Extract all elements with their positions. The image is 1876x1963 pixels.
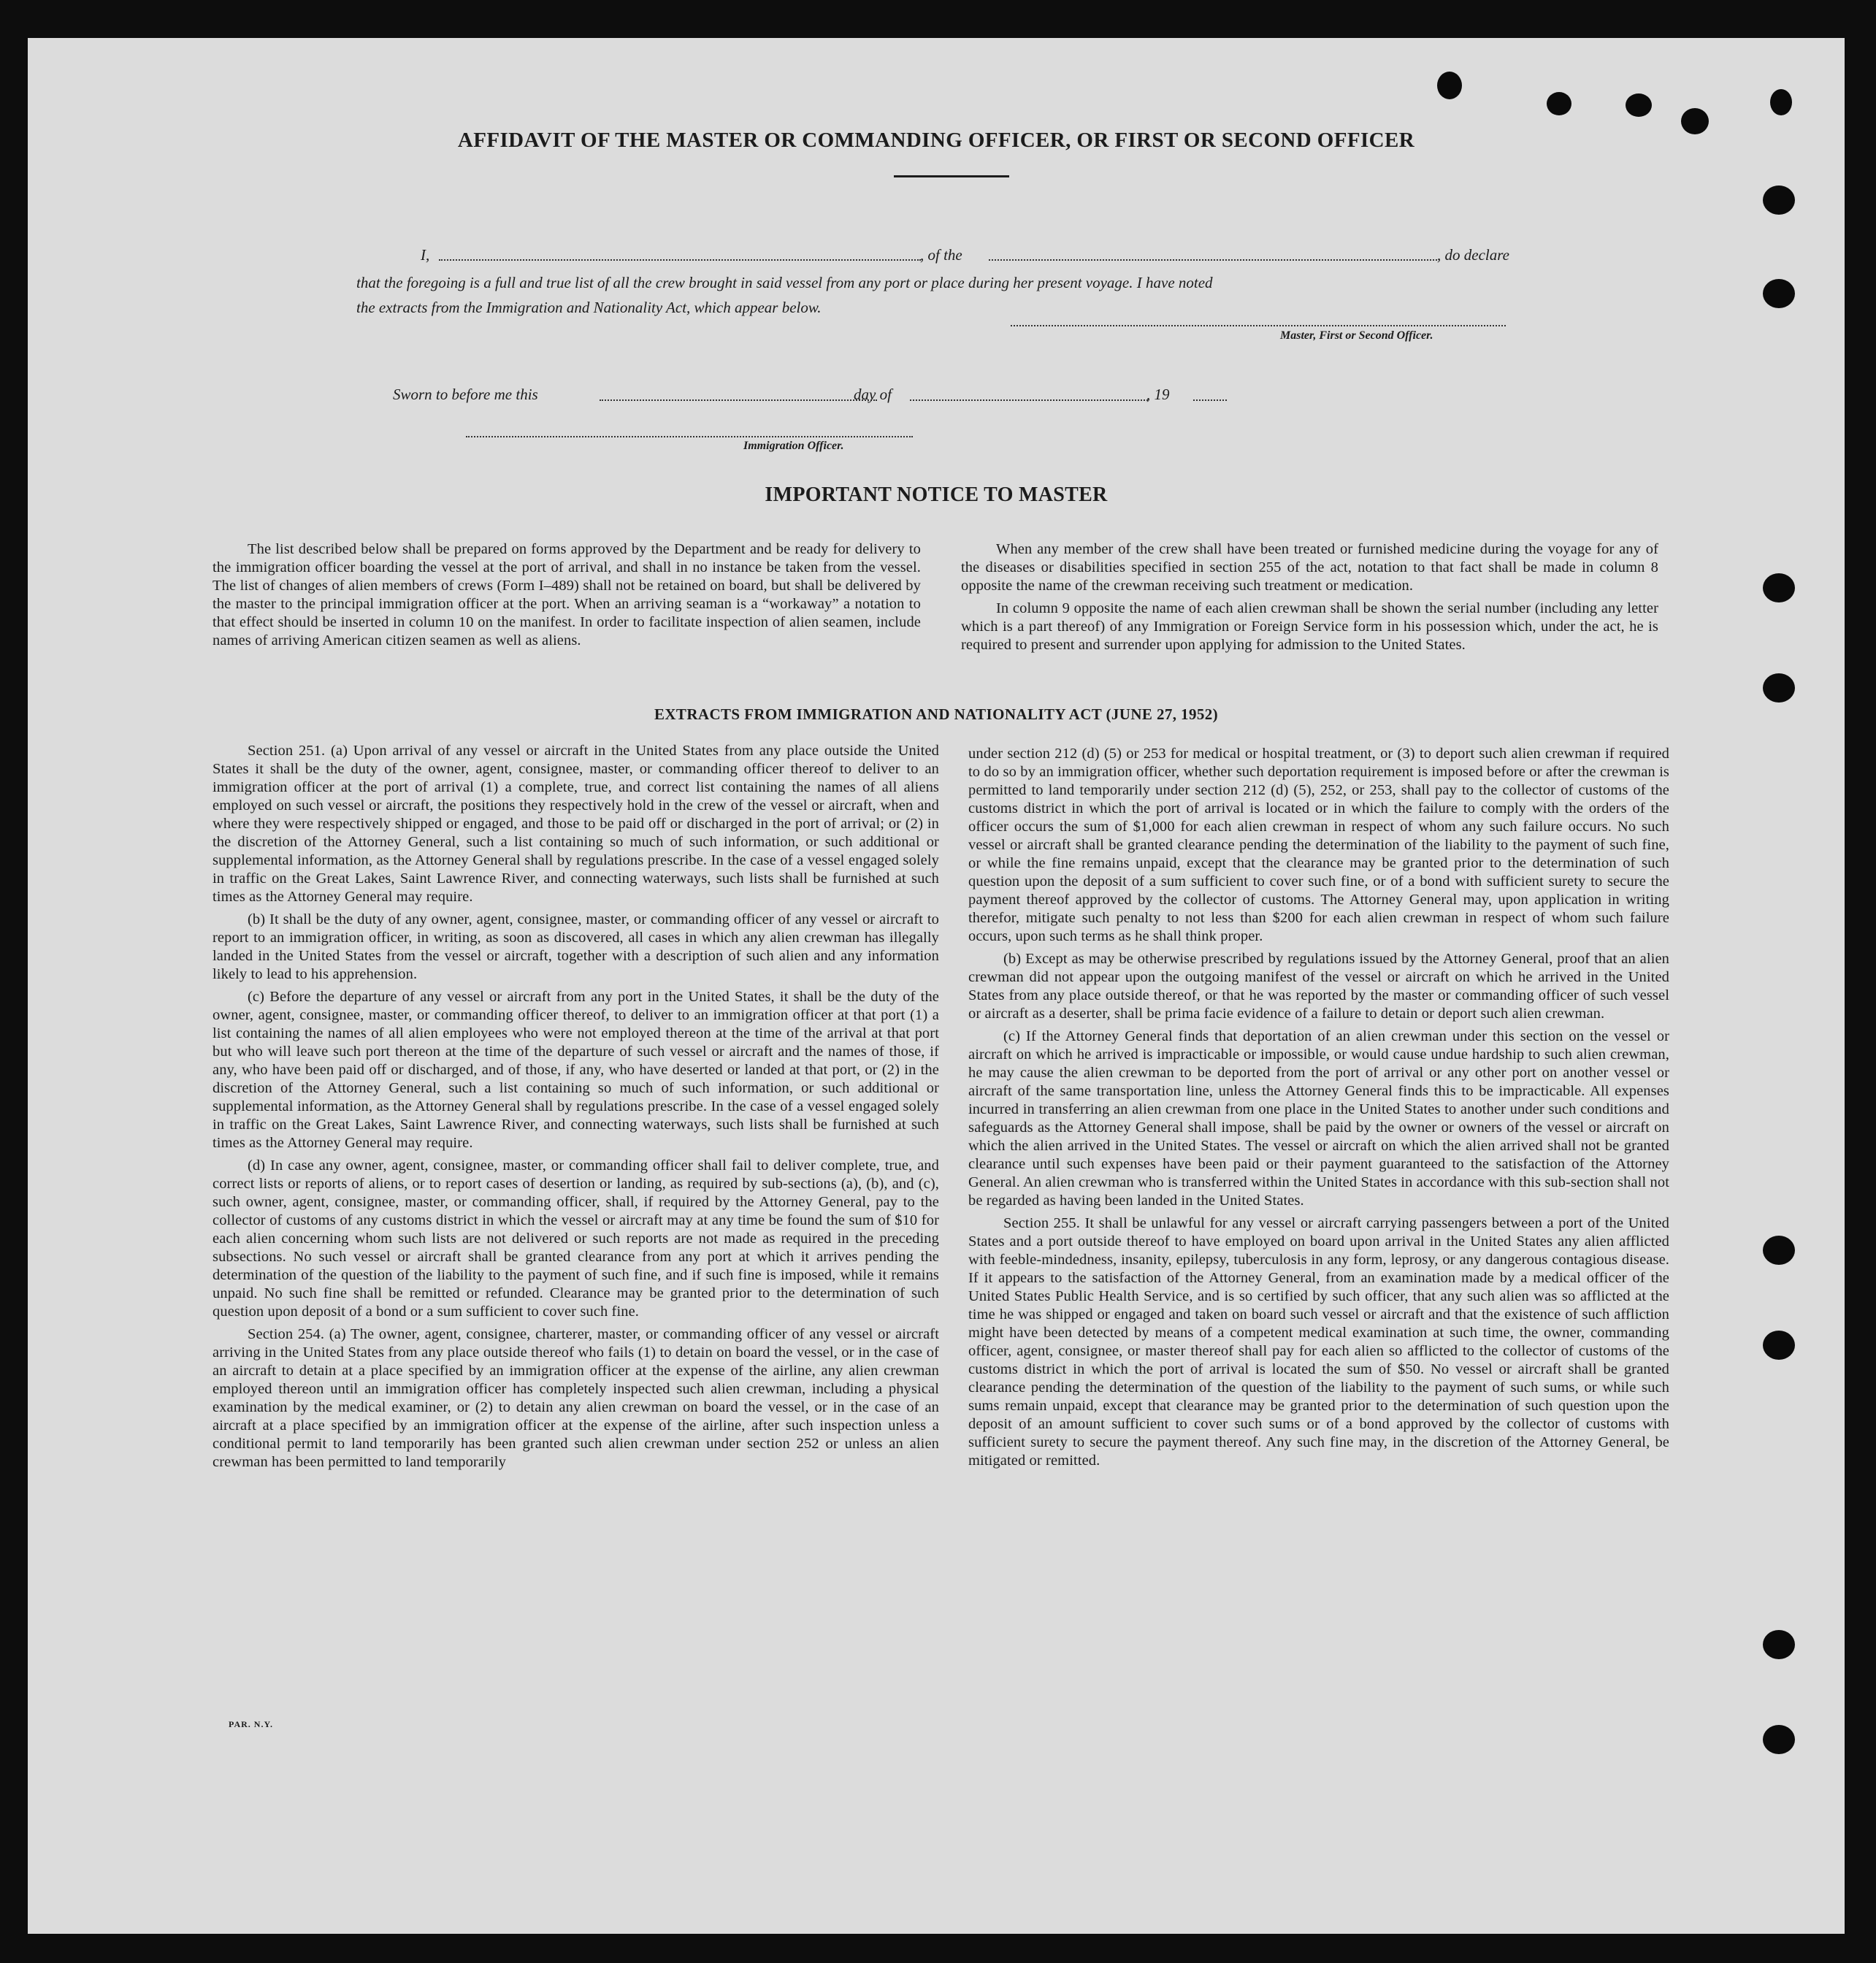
extract-section-255: Section 255. It shall be unlawful for any vessel or aircraft carrying passengers between a port of the United States and a port outside thereof to have employed on board upon arrival in the United States any alien afflicted with feeble-mindedness, insanity, epilepsy, tuberculosis in any form, leprosy, or any dangerous contagious disease. If it appears to the satisfaction of the Attorney General, from an examination made by a medical officer of the United States Public Health Service, and is so certified by such officer, that any such alien was so afflicted at the time he was shipped or engaged and taken on board such vessel or aircraft and that the existence of such affliction might have been detected by means of a competent medical examination at such time, the owner, commanding officer, agent, consignee, or master thereof shall pay for each alien so afflicted to the collector of customs of the customs district in which the port of arrival is located the sum of $50. No vessel or aircraft shall be granted clearance pending the determination of the question of the liability to the payment of such sums, or while such sums remain unpaid, except that clearance may be granted prior to the determination of such question upon the deposit of an amount sufficient to cover such sums or of a bond approved by the collector of customs with sufficient surety to secure the payment thereof. Any such fine may, in the discretion of the Attorney General, be mitigated or remitted. xyxy=(968,1215,1669,1469)
day-of-label: day of xyxy=(854,386,892,403)
binder-hole-4 xyxy=(1763,673,1795,703)
year-label: , 19 xyxy=(1146,386,1170,403)
sworn-label: Sworn to before me this xyxy=(393,386,538,403)
master-signature-caption: Master, First or Second Officer. xyxy=(1280,329,1433,342)
binder-hole-top-1 xyxy=(1437,72,1462,99)
declaration-line-2: that the foregoing is a full and true list of all the crew brought in said vessel from any port or place during her present voyage. I have noted xyxy=(356,274,1213,291)
binder-hole-top-2 xyxy=(1547,92,1571,115)
notice-right-paragraph-1: When any member of the crew shall have been treated or furnished medicine during the voyage for any of the diseases or disabilities specified in section 255 of the act, notation to that fact shall be made in column 8 opposite the name of the crewman receiving such treatment or medication. xyxy=(961,541,1658,594)
extract-section-251a: Section 251. (a) Upon arrival of any vessel or aircraft in the United States from any place outside the United States it shall be the duty of the owner, agent, consignee, master, or commanding officer thereof to deliver to an immigration officer at the port of arrival (1) a complete, true, and correct list containing the names of all aliens employed on such vessel or aircraft, the positions they respectively hold in the crew of the vessel or aircraft, when and where they were respectively shipped or engaged, and those to be paid off or discharged in the port of arrival; or (2) in the discretion of the Attorney General, such a list containing so much of such information, or such additional or supplemental information, as the Attorney General shall by regulations prescribe. In the case of a vessel engaged solely in traffic on the Great Lakes, Saint Lawrence River, and connecting waterways, such lists shall be furnished at such times as the Attorney General may require. xyxy=(213,743,939,905)
officer-signature-dotted-line xyxy=(466,436,913,437)
binder-hole-top-3 xyxy=(1626,93,1652,117)
notice-right-paragraph-2: In column 9 opposite the name of each alien crewman shall be shown the serial number (including any letter which is a part thereof) of any Immigration or Foreign Service form in his possession which, under the act, he is required to present and surrender upon applying for admission to the United States. xyxy=(961,600,1658,653)
binder-hole-7 xyxy=(1763,1630,1795,1659)
printer-mark: PAR. N.Y. xyxy=(229,1719,274,1729)
binder-hole-top-5 xyxy=(1770,89,1792,115)
extract-section-251d: (d) In case any owner, agent, consignee, master, or commanding officer shall fail to deliver complete, true, and correct lists or reports of aliens, or to report cases of desertion or landing, as required by sub-sections (a), (b), and (c), such owner, agent, consignee, master, or commanding officer, shall, if required by the Attorney General, pay to the collector of customs of any customs district in which the vessel or aircraft may at any time be found the sum of $10 for each alien concerning whom such lists are not delivered or such reports are not made as required in the preceding subsections. No such vessel or aircraft shall be granted clearance from any port at which it arrives pending the determination of the question of the liability to the payment of such fine, and if such fine is imposed, while it remains unpaid. No such fine shall be remitted or refunded. Clearance may be granted prior to the determination of such question upon deposit of a bond or a sum sufficient to cover such fine. xyxy=(213,1157,939,1320)
title-underline xyxy=(894,175,1009,177)
extract-section-251c: (c) Before the departure of any vessel or aircraft from any port in the United States, it shall be the duty of the owner, agent, consignee, master, or commanding officer thereof, to deliver to an immigration officer at that port (1) a list containing the names of all alien employees who were not employed thereon at the time of the arrival at that port but who will leave such port thereon at the time of the departure of such vessel or aircraft and the names of those, if any, who have been paid off or discharged, and of those, if any, who have deserted or landed at that port, or (2) in the discretion of the Attorney General, such a list containing so much of such information, or such additional or supplemental information, as the Attorney General shall by regulations prescribe. In the case of a vessel engaged solely in traffic on the Great Lakes, Saint Lawrence River, and connecting waterways, such lists shall be furnished at such times as the Attorney General may require. xyxy=(213,989,939,1151)
extract-section-254a-cont: under section 212 (d) (5) or 253 for medical or hospital treatment, or (3) to deport such alien crewman if required to do so by an immigration officer, whether such deportation requirement is imposed before or after the crewman is permitted to land temporarily under section 212 (d) (5), 252, or 253, shall pay to the collector of customs of the customs district in which the port of arrival is located or in which the failure to comply with the orders of the officer occurs the sum of $1,000 for each alien crewman in respect of whom any such failure occurs. No such vessel or aircraft shall be granted clearance pending the determination of the liability to the payment of such fine, or while the fine remains unpaid, except that the clearance may be granted prior to the determination of such question upon the deposit of a sum sufficient to cover such fine, or of a bond with sufficient surety to secure the payment thereof approved by the collector of customs. The Attorney General may, upon application in writing therefor, mitigate such penalty to not less than $200 for each alien crewman in respect of whom such failure occurs, upon such terms as he shall think proper. xyxy=(968,746,1669,944)
extract-section-251b: (b) It shall be the duty of any owner, agent, consignee, master, or commanding officer of any vessel or aircraft to report to an immigration officer, in writing, as soon as discovered, all cases in which any alien crewman has illegally landed in the United States from the vessel or aircraft, together with a description of such alien and any information likely to lead to his apprehension. xyxy=(213,911,939,982)
binder-hole-5 xyxy=(1763,1236,1795,1265)
notice-left-column xyxy=(213,540,921,654)
immigration-officer-caption: Immigration Officer. xyxy=(743,440,844,452)
binder-hole-top-4 xyxy=(1681,108,1709,134)
notice-left-paragraph: The list described below shall be prepared on forms approved by the Department and be ready for delivery to the immigration officer boarding the vessel at the port of arrival, and shall in no instance be taken from the vessel. The list of changes of alien members of crews (Form I–489) shall not be retained on board, but shall be delivered by the master to the principal immigration officer at the port. When an arriving seaman is a “workaway” a notation to that effect should be inserted in column 10 on the manifest. In order to facilitate inspection of alien seamen, include names of arriving American citizen seamen as well as aliens. xyxy=(213,541,921,648)
notice-right-column xyxy=(961,540,1658,659)
extracts-right-column xyxy=(968,745,1669,1474)
document-page xyxy=(28,38,1845,1934)
binder-hole-6 xyxy=(1763,1331,1795,1360)
sworn-month-line xyxy=(910,399,1148,401)
binder-hole-1 xyxy=(1763,185,1795,215)
notice-title: IMPORTANT NOTICE TO MASTER xyxy=(765,483,1108,506)
extract-section-254c: (c) If the Attorney General finds that deportation of an alien crewman under this section on the vessel or aircraft on which he arrived is impracticable or impossible, or would cause undue hardship to such alien crewman, he may cause the alien crewman to be deported from the port of arrival or any other port on another vessel or aircraft of the same transportation line, unless the Attorney General finds this to be impracticable. All expenses incurred in transferring an alien crewman from one place in the United States to another under such conditions and safeguards as the Attorney General shall impose, shall be paid by the owner or owners of the vessel or aircraft on which the alien arrived in the United States. The vessel or aircraft on which the alien arrived shall not be granted clearance until such expenses have been paid or their payment guaranteed to the satisfaction of the Attorney General. An alien crewman who is transferred within the United States in accordance with this sub-section shall not be regarded as having been landed in the United States. xyxy=(968,1028,1669,1209)
declaration-line-3: the extracts from the Immigration and Nationality Act, which appear below. xyxy=(356,299,822,316)
master-signature-line xyxy=(1011,325,1506,326)
do-declare-label: , do declare xyxy=(1437,246,1509,264)
sworn-day-line xyxy=(600,399,877,401)
binder-hole-2 xyxy=(1763,279,1795,308)
affidavit-title: AFFIDAVIT OF THE MASTER OR COMMANDING OFFICER, OR FIRST OR SECOND OFFICER xyxy=(457,129,1415,152)
extract-section-254a: Section 254. (a) The owner, agent, consignee, charterer, master, or commanding officer of any vessel or aircraft arriving in the United States from any place outside thereof who fails (1) to detain on board the vessel, or in the case of an aircraft to detain at a place specified by an immigration officer at the expense of the airline, any alien crewman employed thereon until an immigration officer has completely inspected such alien crewman, including a physical examination by the medical examiner, or (2) to detain any alien crewman on board the vessel, or in the case of an aircraft at a place specified by an immigration officer at the expense of the airline, after such inspection unless a conditional permit to land temporarily has been granted such alien crewman under section 252 or unless an alien crewman has been permitted to land temporarily xyxy=(213,1326,939,1470)
binder-hole-3 xyxy=(1763,573,1795,602)
affiant-name-line xyxy=(439,259,921,261)
extracts-title: EXTRACTS FROM IMMIGRATION AND NATIONALITY ACT (JUNE 27, 1952) xyxy=(654,705,1219,723)
sworn-year-line xyxy=(1193,399,1227,401)
vessel-name-line xyxy=(989,259,1437,261)
extract-section-254b: (b) Except as may be otherwise prescribed by regulations issued by the Attorney General, proof that an alien crewman did not appear upon the outgoing manifest of the vessel or aircraft on which he arrived in the United States from any place outside thereof, or that he was reported by the master or commanding officer of such vessel or aircraft as a deserter, shall be prima facie evidence of a failure to detain or deport such alien crewman. xyxy=(968,951,1669,1022)
of-the-label: , of the xyxy=(920,246,962,264)
binder-hole-8 xyxy=(1763,1725,1795,1754)
extracts-left-column xyxy=(213,742,939,1476)
affiant-label: I, xyxy=(421,246,430,264)
